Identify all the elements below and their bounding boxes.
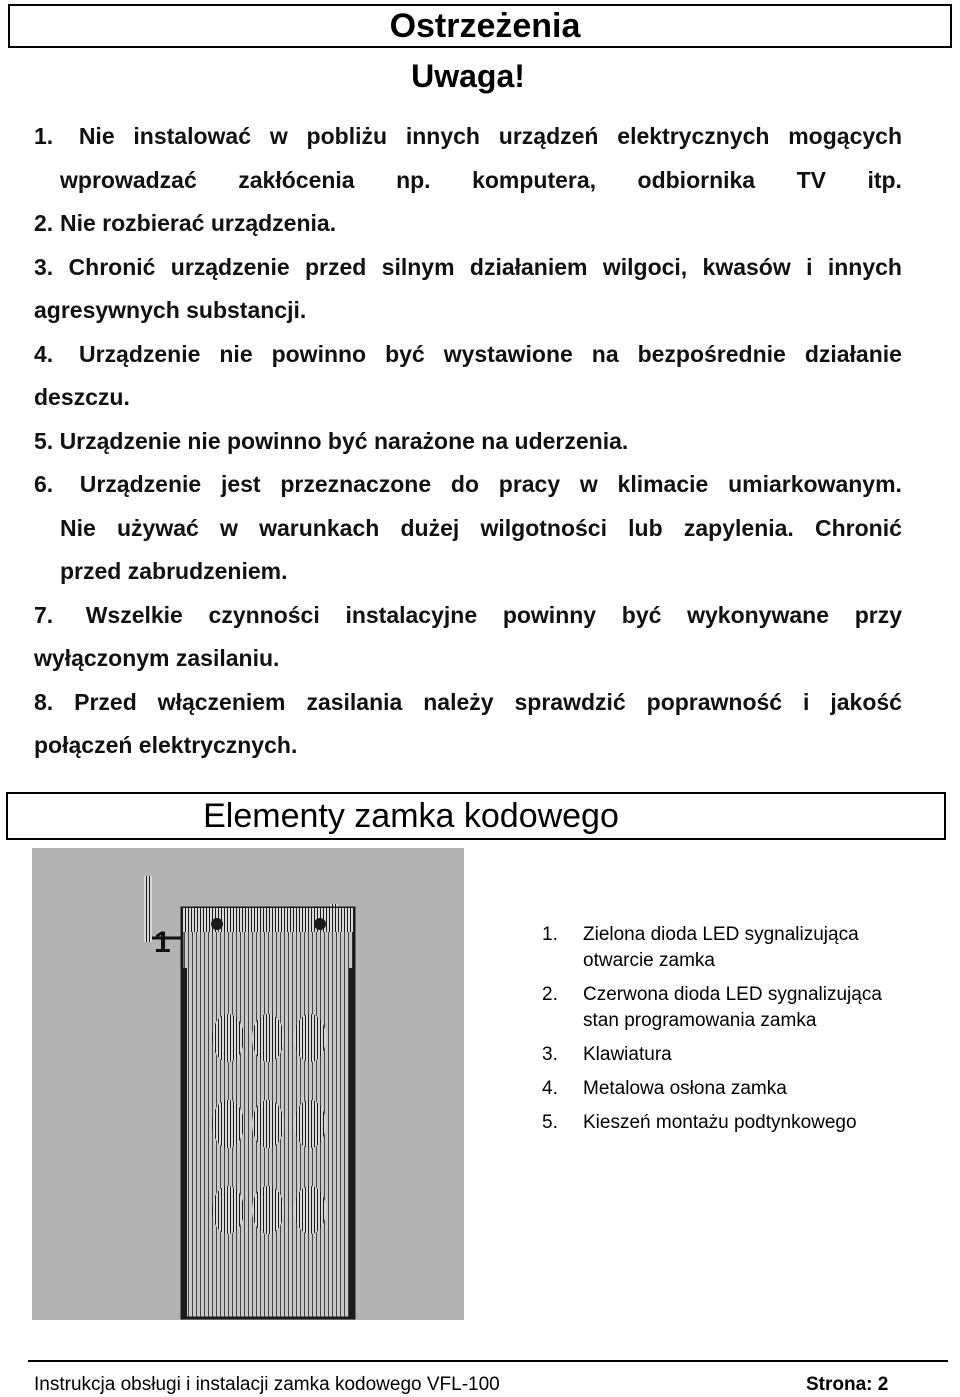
footer-page — [806, 1374, 888, 1396]
elements-legend — [542, 922, 912, 1144]
warning-line-7 — [34, 376, 902, 420]
lock-edge-right — [349, 968, 354, 1318]
warning-number: 7. — [34, 601, 54, 628]
warning-word: warunkach — [259, 514, 380, 541]
warning-line-15 — [34, 724, 902, 768]
warning-line-11 — [34, 550, 902, 594]
red-led — [314, 918, 326, 930]
section-title-box — [6, 792, 946, 840]
warning-word: silnym — [381, 253, 455, 280]
warning-line-13 — [34, 637, 902, 681]
legend-item-2: 2. Czerwona dioda LED sygnalizująca stan programowania zamka — [542, 984, 882, 1031]
warning-word: przed — [304, 253, 367, 280]
warning-word: włączeniem — [157, 688, 286, 715]
warning-line-14 — [34, 681, 902, 725]
warning-word: działaniem — [469, 253, 588, 280]
warning-list — [34, 115, 902, 768]
warning-line-12 — [34, 594, 902, 638]
warning-word: w — [579, 471, 598, 497]
warning-word: 3. — [34, 253, 54, 280]
warning-word: kwasów — [702, 253, 791, 280]
footer-document-title: Instrukcja obsługi i instalacji zamka kodowego VFL-100 — [34, 1374, 500, 1395]
warning-word: nie — [219, 340, 253, 367]
warning-word: lub — [628, 514, 663, 541]
lock-photo — [32, 848, 464, 1320]
warning-text: agresywnych substancji. — [34, 297, 307, 323]
warning-text: Nie rozbierać urządzenia. — [60, 210, 337, 236]
warning-word: odbiornika — [637, 166, 756, 193]
warning-word: jest — [220, 471, 261, 497]
warning-word: wilgotności — [480, 514, 607, 541]
warning-word: zapylenia. — [683, 514, 794, 541]
warning-line-9 — [34, 463, 902, 507]
warning-word: i — [803, 688, 810, 715]
warning-text: 5. Urządzenie nie powinno być narażone na uderzenia. — [34, 427, 629, 454]
legend-item-3: 3. Klawiatura — [542, 1044, 672, 1065]
warning-line-4 — [34, 246, 902, 290]
warning-word: w — [220, 514, 238, 541]
footer-page-number: 2 — [877, 1374, 889, 1395]
warning-word: wilgoci, — [602, 253, 688, 280]
legend-item-1: 1. Zielona dioda LED sygnalizująca otwarcie zamka — [542, 924, 859, 971]
warning-word: TV — [796, 166, 826, 193]
warning-word: do — [450, 471, 480, 497]
keypad — [212, 1014, 326, 1234]
warning-word: zasilania — [306, 688, 403, 715]
warning-word: Nie — [60, 514, 96, 541]
warning-word: 8. — [34, 688, 54, 715]
warning-word: przy — [854, 601, 902, 628]
warning-word: np. — [396, 166, 431, 193]
warning-number: 6. — [34, 471, 54, 497]
warning-word: używać — [117, 514, 199, 541]
warning-word: Chronić — [68, 253, 156, 280]
footer-divider — [28, 1360, 948, 1362]
warning-word: bezpośrednie — [637, 340, 786, 367]
warning-line-2 — [34, 159, 902, 203]
warning-word: urządzeń — [498, 123, 599, 149]
callout-1-label: 1 — [154, 926, 171, 959]
warning-text: połączeń elektrycznych. — [34, 732, 298, 758]
warning-word: innych — [405, 123, 480, 149]
warning-line-6 — [34, 333, 902, 377]
warning-word: czynności — [208, 601, 320, 628]
warning-line-5 — [34, 289, 902, 333]
legend-item-4: 4. Metalowa osłona zamka — [542, 1078, 787, 1099]
warning-number: 4. — [34, 340, 54, 367]
warning-word: innych — [827, 253, 902, 280]
warning-word: należy — [423, 688, 494, 715]
warning-word: na — [591, 340, 619, 367]
warning-word: Chronić — [815, 514, 902, 541]
lock-edge-left — [182, 968, 187, 1318]
warning-word: wystawione — [443, 340, 573, 367]
warning-word: Przed — [74, 688, 137, 715]
warning-word: jakość — [830, 688, 902, 715]
warning-number: 2. — [34, 210, 54, 236]
warning-word: przeznaczone — [280, 471, 432, 497]
warning-word: i — [806, 253, 813, 280]
warning-text: deszczu. — [34, 384, 130, 410]
warning-line-8 — [34, 420, 902, 464]
warning-word: pracy — [498, 471, 561, 497]
warning-word: powinny — [502, 601, 597, 628]
warning-word: instalacyjne — [345, 601, 478, 628]
warning-word: sprawdzić — [514, 688, 626, 715]
green-led — [211, 918, 223, 930]
warning-text: wyłączonym zasilaniu. — [34, 645, 280, 671]
warning-word: Urządzenie — [79, 471, 202, 497]
warning-word: być — [621, 601, 662, 628]
warning-word: powinno — [271, 340, 367, 367]
warning-word: mogących — [788, 123, 902, 149]
warning-word: wykonywane — [687, 601, 829, 628]
warning-word: działanie — [804, 340, 902, 367]
warning-line-1 — [34, 115, 902, 159]
legend-item-5: 5. Kieszeń montażu podtynkowego — [542, 1112, 857, 1133]
warning-number: 1. — [34, 123, 54, 149]
warning-word: elektrycznych — [617, 123, 770, 149]
warning-text: przed zabrudzeniem. — [60, 558, 288, 584]
callout-1-line — [144, 876, 152, 942]
warning-word: itp. — [867, 166, 902, 193]
warning-word: Urządzenie — [78, 340, 201, 367]
warning-word: być — [385, 340, 425, 367]
warning-word: Wszelkie — [85, 601, 183, 628]
warning-word: wprowadzać — [60, 166, 197, 193]
warning-word: pobliżu — [306, 123, 388, 149]
warning-word: umiarkowanym. — [728, 471, 902, 497]
section-title: Elementy zamka kodowego — [203, 796, 619, 835]
warning-word: w — [269, 123, 288, 149]
page-title: Ostrzeżenia — [389, 6, 581, 45]
warning-line-10 — [34, 507, 902, 551]
warning-word: urządzenie — [170, 253, 290, 280]
warning-word: komputera, — [472, 166, 597, 193]
warning-heading: Uwaga! — [411, 58, 525, 94]
warning-line-3 — [34, 202, 902, 246]
warning-word: poprawność — [646, 688, 783, 715]
warning-word: klimacie — [617, 471, 709, 497]
warning-word: zakłócenia — [238, 166, 355, 193]
warning-word: instalować — [133, 123, 252, 149]
warning-word: Nie — [78, 123, 115, 149]
page-title-box — [8, 4, 952, 48]
warning-word: dużej — [400, 514, 460, 541]
footer-page-label: Strona: — [806, 1374, 873, 1395]
code-lock-image — [32, 848, 464, 1320]
lock-top-cap — [182, 908, 354, 932]
